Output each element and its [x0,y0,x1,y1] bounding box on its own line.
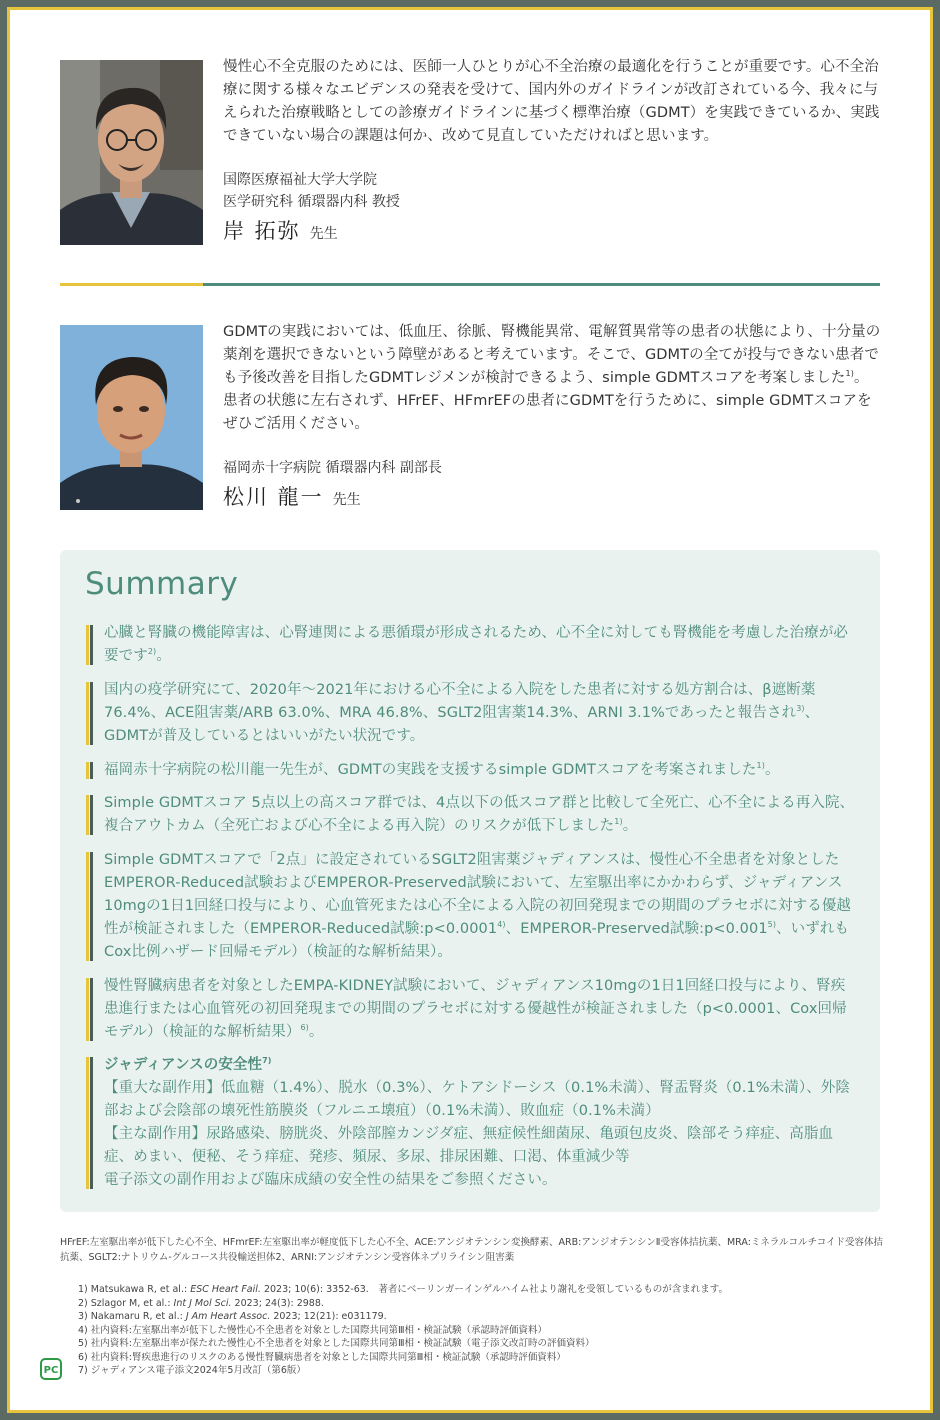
doctor-1-name-row [223,215,883,245]
doctor-1-honorific: 先生 [309,226,338,242]
doctor-2-affiliation: 福岡赤十字病院 循環器内科 副部長 [223,460,442,476]
section-divider [60,283,880,286]
reference-2: 2) Szlagor M, et al.: Int J Mol Sci. 2023; 24(3): 2988. [78,1297,324,1309]
svg-text:PC: PC [43,1365,59,1376]
summary-item-7-safety [86,1054,856,1192]
doctor-2-honorific: 先生 [332,492,361,508]
references-list [78,1283,878,1378]
reference-3: 3) Nakamaru R, et al.: J Am Heart Assoc. 2023; 12(21): e031179. [78,1311,387,1322]
doctor-1-quote: 慢性心不全克服のためには、医師一人ひとりが心不全治療の最適化を行うことが重要です。心不全治療に関する様々なエビデンスの発表を受けて、国内外のガイドラインが改訂されている今、我々に与えられた治療戦略としての診療ガイドラインに基づく標準治療（GDMT）を実践できているか、実践できていない場合の課題は何か、改めて見直していただければと思います。 [223,59,880,144]
doctor-1-name: 岸 拓弥 [223,219,301,243]
summary-item-4: Simple GDMTスコア 5点以上の高スコア群では、4点以下の低スコア群と比較して全死亡、心不全による再入院、複合アウトカム（全死亡および心不全による再入院）のリスクが低下しました$^{1)}$。 [86,792,856,838]
divider-gold-segment [60,283,203,286]
main-side-effects: 【主な副作用】尿路感染、膀胱炎、外陰部膣カンジダ症、無症候性細菌尿、亀頭包皮炎、陰部そう痒症、高脂血症、めまい、便秘、そう痒症、発疹、頻尿、多尿、排尿困難、口渇、体重減少等 [104,1126,834,1165]
doctor-1-affiliation-1: 国際医療福祉大学大学院 [223,172,377,188]
reference-6: 6) 社内資料:腎疾患進行のリスクのある慢性腎臓病患者を対象とした国際共同第Ⅲ相・検証試験（承認時評価資料） [78,1351,566,1363]
doctor-2-name-row [223,481,883,511]
summary-box [60,550,880,1212]
doctor-2-text [223,321,883,511]
doctor-2-photo [60,325,203,510]
pc-logo-icon [40,1358,62,1380]
doctor-2-name: 松川 龍一 [223,485,324,509]
summary-item-5: Simple GDMTスコアで「2点」に設定されているSGLT2阻害薬ジャディアンスは、慢性心不全患者を対象としたEMPEROR-Reduced試験およびEMPEROR-Preserved試験において、左室駆出率にかかわらず、ジャディアンス10mgの1日1回経口投与により、心血管死または心不全による入院の初回発現までの期間のプラセボに対する優越性が検証されました（EMPEROR-Reduced試験$:p<0.0001^{4)}$、EMPEROR-Preserved試験$:p<0.001^{5)}$、いずれもCox比例ハザード回帰モデル）（検証的な解析結果）。 [86,849,856,964]
summary-item-1: 心臓と腎臓の機能障害は、心腎連関による悪循環が形成されるため、心不全に対しても腎機能を考慮した治療が必要です$^{2)}$。 [86,622,856,668]
doctor-1-text [223,56,883,245]
reference-1: 1) Matsukawa R, et al.: ESC Heart Fail. 2023; 10(6): 3352-63. 著者にベーリンガーインゲルハイム社より謝礼を受領しているものが含まれます。 [78,1284,729,1295]
reference-5: 5) 社内資料:左室駆出率が保たれた慢性心不全患者を対象とした国際共同第Ⅲ相・検証試験（電子添文改訂時の評価資料） [78,1338,595,1349]
abbreviations-note: HFrEF:左室駆出率が低下した心不全、HFmrEF:左室駆出率が軽度低下した心不全、ACE:アンジオテンシン変換酵素、ARB:アンジオテンシンⅡ受容体拮抗薬、MRA:ミネラルコルチコイド受容体拮抗薬、SGLT2:ナトリウム-グルコース共役輸送担体2、ARNI:アンジオテンシン受容体ネプリライシン阻害薬 [60,1237,883,1263]
summary-title: Summary [85,566,239,602]
safety-note: 電子添文の副作用および臨床成績の安全性の結果をご参照ください。 [104,1172,557,1188]
summary-item-3: 福岡赤十字病院の松川龍一先生が、GDMTの実践を支援するsimple GDMTスコアを考案されました$^{1)}$。 [86,759,856,782]
summary-item-2: 国内の疫学研究にて、2020年〜2021年における心不全による入院をした患者に対する処方割合は、β遮断薬76.4%、ACE阻害薬/ARB 63.0%、MRA 46.8%、SGLT2阻害薬14.3%、ARNI 3.1%であったと報告され$^{3)}$、GDMTが普及しているとはいいがたい状況です。 [86,679,856,748]
doctor-1-photo [60,60,203,245]
safety-heading: ジャディアンスの安全性$^{7)}$ [104,1056,272,1073]
serious-side-effects: 【重大な副作用】低血糖（1.4%）、脱水（0.3%）、ケトアシドーシス（0.1%未満）、腎盂腎炎（0.1%未満）、外陰部および会陰部の壊死性筋膜炎（フルニエ壊疽）（0.1%未満）、敗血症（0.1%未満） [104,1080,851,1119]
doctor-2-quote: GDMTの実践においては、低血圧、徐脈、腎機能異常、電解質異常等の患者の状態により、十分量の薬剤を選択できないという障壁があると考えています。そこで、GDMTの全てが投与できない患者でも予後改善を目指したGDMTレジメンが検討できるよう、simple GDMTスコアを考案しました$^{1)}$。患者の状態に左右されず、HFrEF、HFmrEFの患者にGDMTを行うために、simple GDMTスコアをぜひご活用ください。 [223,324,881,432]
divider-green-segment [203,283,880,286]
reference-4: 4) 社内資料:左室駆出率が低下した慢性心不全患者を対象とした国際共同第Ⅲ相・検証試験（承認時評価資料） [78,1324,548,1336]
summary-item-6: 慢性腎臓病患者を対象としたEMPA-KIDNEY試験において、ジャディアンス10mgの1日1回経口投与により、腎疾患進行または心血管死の初回発現までの期間のプラセボに対する優越性が検証されました（p<0.0001、Cox回帰モデル）（検証的な解析結果）$^{6)}$。 [86,975,856,1044]
reference-7: 7) ジャディアンス電子添文2024年5月改訂（第6版） [78,1365,306,1376]
doctor-1-affiliation-2: 医学研究科 循環器内科 教授 [223,194,400,210]
